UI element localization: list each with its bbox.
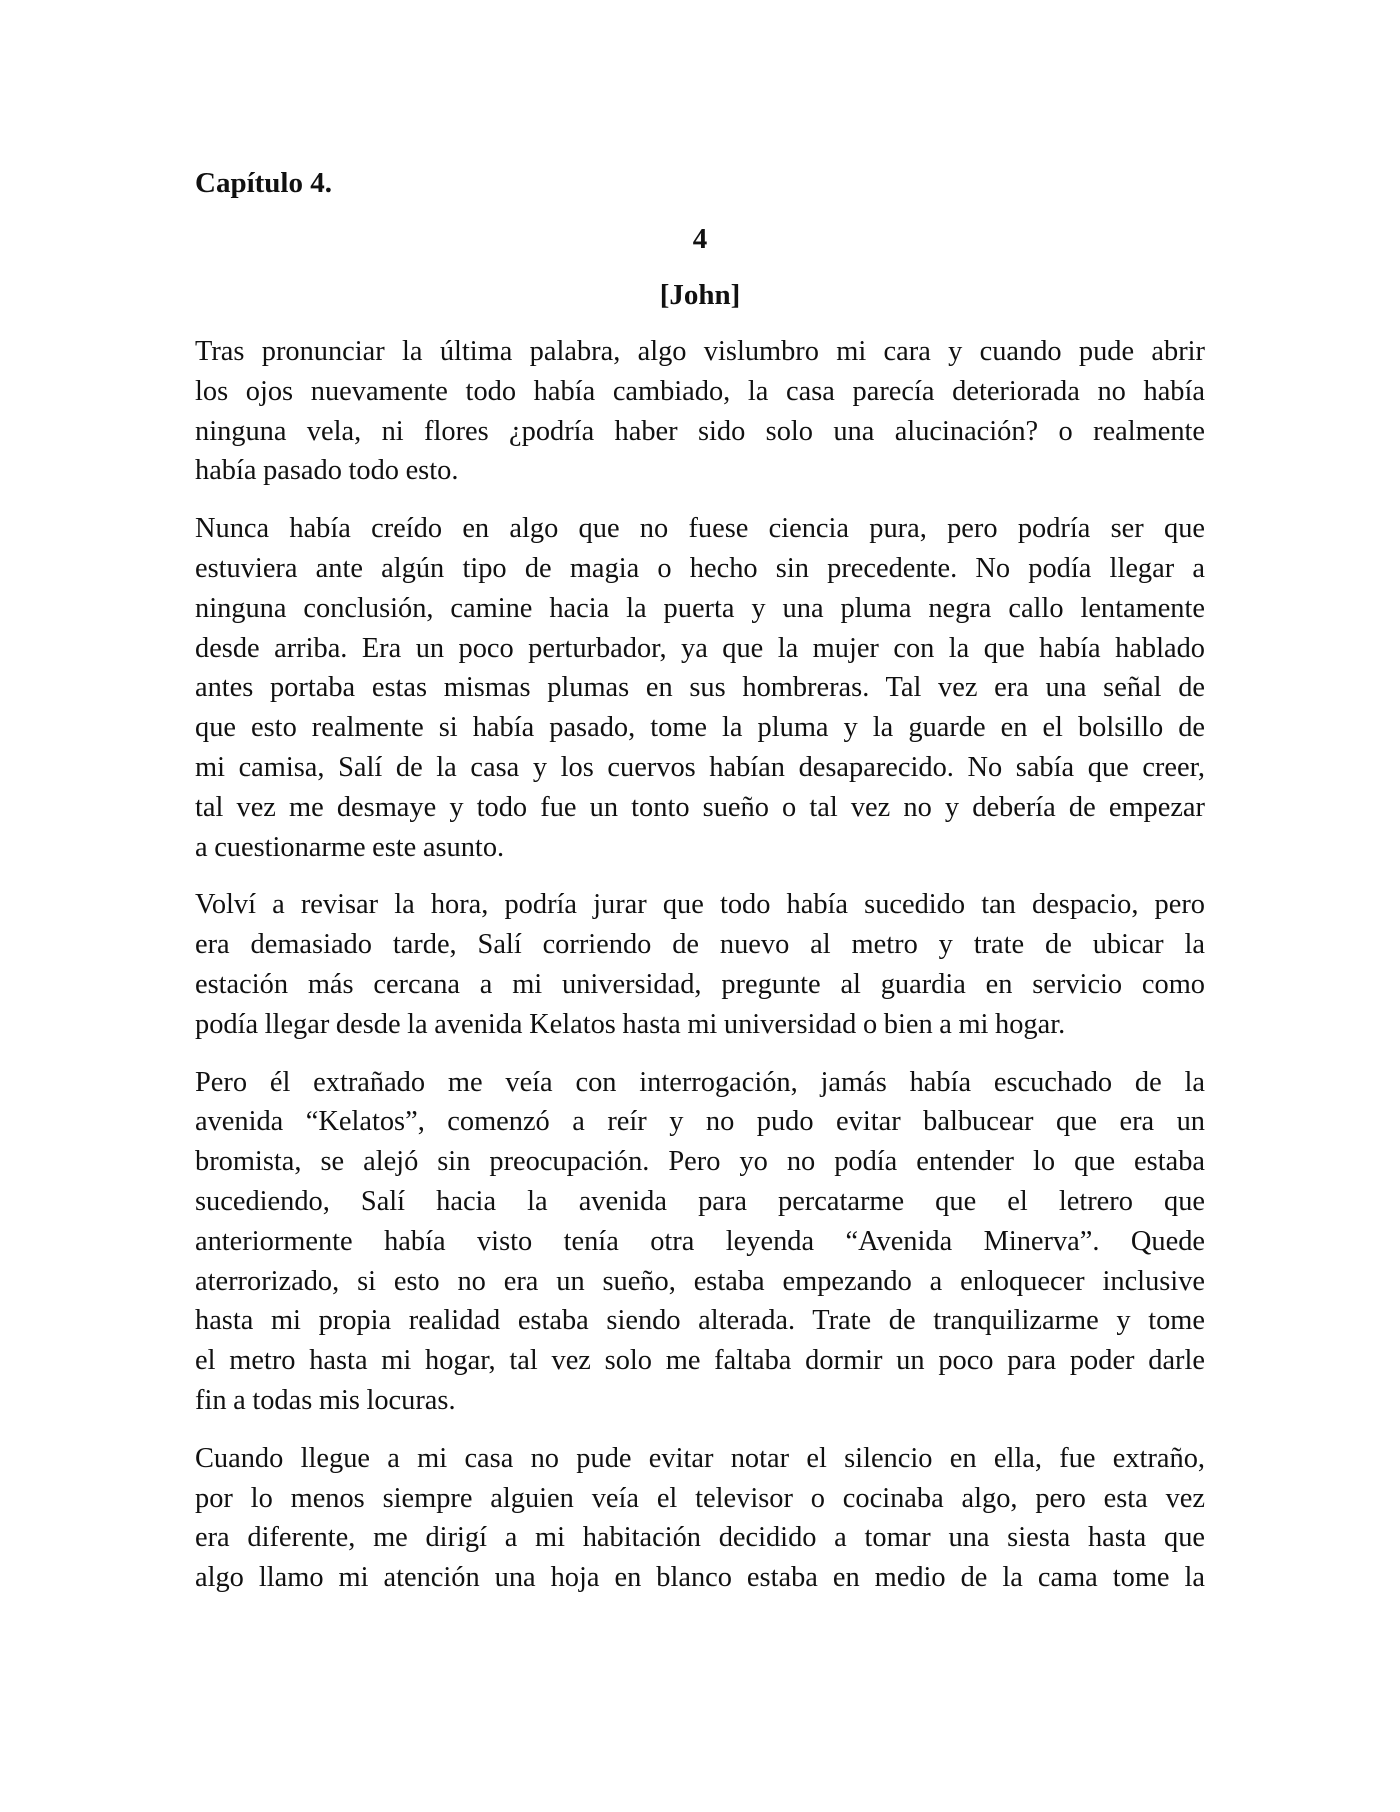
text-line: Volví a revisar la hora, podría jurar que todo había sucedido tan despacio, pero [195,889,1205,921]
paragraph [195,885,1205,1044]
narrator-heading: [John] [659,279,741,311]
text-line: podía llegar desde la avenida Kelatos hasta mi universidad o bien a mi hogar. [195,1008,1066,1040]
chapter-number: 4 [692,223,708,255]
text-line: a cuestionarme este asunto. [195,831,505,863]
text-line: estuviera ante algún tipo de magia o hecho sin precedente. No podía llegar a [195,552,1205,584]
text-line: anteriormente había visto tenía otra leyenda “Avenida Minerva”. Quede [195,1225,1205,1257]
text-line: era demasiado tarde, Salí corriendo de nuevo al metro y trate de ubicar la [195,929,1205,961]
text-line: avenida “Kelatos”, comenzó a reír y no pudo evitar balbucear que era un [195,1106,1205,1138]
text-line: sucediendo, Salí hacia la avenida para percatarme que el letrero que [195,1185,1205,1217]
text-line: algo llamo mi atención una hoja en blanco estaba en medio de la cama tome la [195,1562,1205,1594]
text-line: ninguna conclusión, camine hacia la puerta y una pluma negra callo lentamente [195,592,1205,624]
paragraph [195,1063,1205,1421]
text-line: era diferente, me dirigí a mi habitación decidido a tomar una siesta hasta que [195,1522,1205,1554]
text-line: por lo menos siempre alguien veía el televisor o cocinaba algo, pero esta vez [195,1482,1205,1514]
text-line: tal vez me desmaye y todo fue un tonto sueño o tal vez no y debería de empezar [195,791,1205,823]
text-line: había pasado todo esto. [195,455,459,487]
text-line: Nunca había creído en algo que no fuese ciencia pura, pero podría ser que [195,513,1205,545]
paragraph [195,509,1205,867]
text-line: que esto realmente si había pasado, tome la pluma y la guarde en el bolsillo de [195,712,1205,744]
text-line: hasta mi propia realidad estaba siendo alterada. Trate de tranquilizarme y tome [195,1305,1205,1337]
text-line: ninguna vela, ni flores ¿podría haber sido solo una alucinación? o realmente [195,415,1205,447]
text-line: antes portaba estas mismas plumas en sus hombreras. Tal vez era una señal de [195,672,1205,704]
paragraph [195,332,1205,491]
chapter-heading: Capítulo 4. [195,167,332,199]
text-line: fin a todas mis locuras. [195,1384,456,1416]
text-line: los ojos nuevamente todo había cambiado, la casa parecía deteriorada no había [195,375,1205,407]
text-line: Cuando llegue a mi casa no pude evitar notar el silencio en ella, fue extraño, [195,1442,1205,1474]
text-line: el metro hasta mi hogar, tal vez solo me faltaba dormir un poco para poder darle [195,1345,1205,1377]
text-line: aterrorizado, si esto no era un sueño, estaba empezando a enloquecer inclusive [195,1265,1205,1297]
text-line: mi camisa, Salí de la casa y los cuervos habían desaparecido. No sabía que creer, [195,751,1205,783]
text-line: desde arriba. Era un poco perturbador, ya que la mujer con la que había hablado [195,632,1205,664]
paragraph [195,1439,1205,1598]
text-line: Pero él extrañado me veía con interrogación, jamás había escuchado de la [195,1066,1205,1098]
body-text [195,332,1205,1598]
text-line: estación más cercana a mi universidad, pregunte al guardia en servicio como [195,968,1205,1000]
text-line: bromista, se alejó sin preocupación. Pero yo no podía entender lo que estaba [195,1146,1205,1178]
document-page [195,160,1205,1616]
text-line: Tras pronunciar la última palabra, algo vislumbro mi cara y cuando pude abrir [195,336,1205,367]
